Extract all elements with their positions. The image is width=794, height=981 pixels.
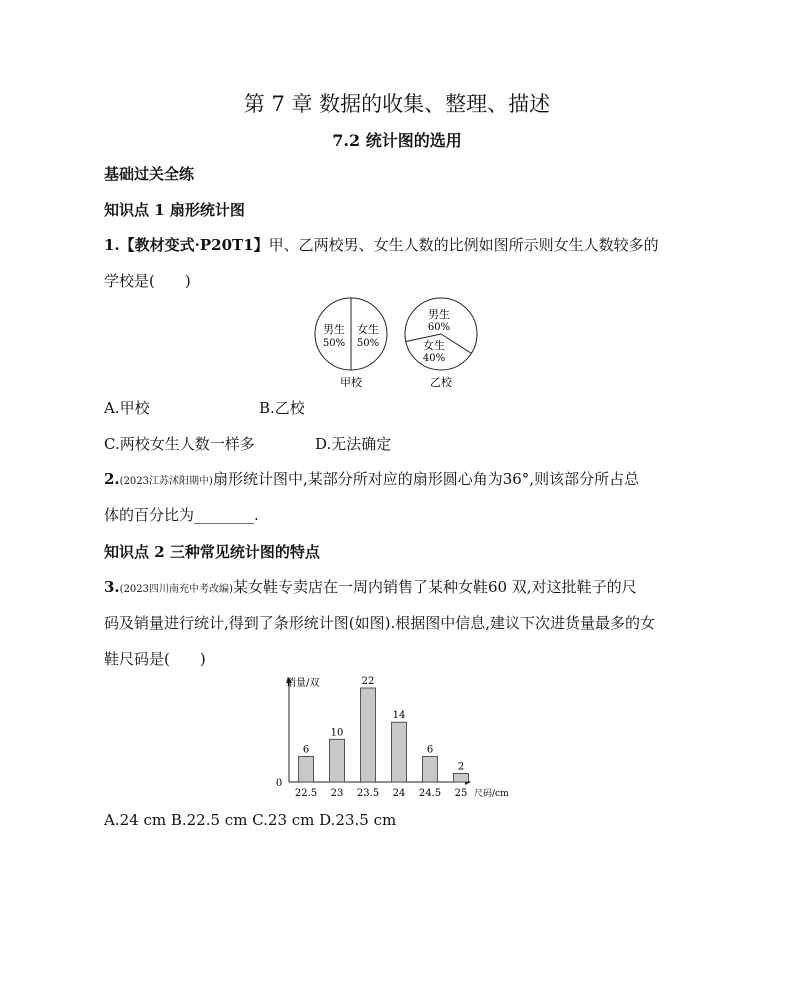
question-3-line-1 bbox=[104, 577, 637, 600]
x-tick-label-25: 25 bbox=[454, 788, 468, 799]
pie-yi-male-pct: 60% bbox=[427, 322, 451, 333]
y-axis-label: 销量/双 bbox=[286, 678, 320, 689]
question-2-text: 扇形统计图中,某部分所对应的扇形圆心角为36°,则该部分所占总 bbox=[212, 470, 640, 488]
question-1-option-b: B.乙校 bbox=[259, 399, 305, 417]
question-1-line-2: 学校是( ) bbox=[104, 272, 191, 290]
bar-24 bbox=[392, 722, 407, 782]
x-tick-label-22.5: 22.5 bbox=[294, 788, 318, 799]
question-1-option-c: C.两校女生人数一样多 bbox=[104, 435, 255, 453]
section-title: 7.2 统计图的选用 bbox=[332, 131, 462, 150]
question-1-option-d: D.无法确定 bbox=[315, 435, 392, 453]
origin-label: 0 bbox=[275, 778, 283, 789]
pie-jia-male-label: 男生 bbox=[323, 323, 345, 336]
pie-yi bbox=[405, 298, 477, 389]
bar-chart bbox=[270, 672, 525, 804]
pie-jia-female-label: 女生 bbox=[357, 323, 379, 336]
bar-value-label-25: 2 bbox=[457, 761, 465, 773]
question-3-options: A.24 cm B.22.5 cm C.23 cm D.23.5 cm bbox=[104, 811, 397, 829]
pie-jia bbox=[315, 298, 387, 389]
x-tick-label-23: 23 bbox=[330, 788, 344, 799]
bar-22.5 bbox=[299, 756, 314, 782]
question-2-source: (2023江苏沭阳期中) bbox=[119, 476, 213, 487]
question-1-option-a: A.甲校 bbox=[104, 399, 150, 417]
pie-yi-female-pct: 40% bbox=[422, 353, 446, 364]
x-tick-label-23.5: 23.5 bbox=[356, 788, 380, 799]
question-2-line-1 bbox=[104, 469, 639, 492]
x-tick-label-24.5: 24.5 bbox=[418, 788, 442, 799]
question-1-line-1 bbox=[104, 235, 659, 255]
chapter-title: 第 7 章 数据的收集、整理、描述 bbox=[243, 92, 551, 116]
pie-yi-caption: 乙校 bbox=[430, 376, 452, 389]
question-2-line-2: 体的百分比为________. bbox=[104, 506, 259, 524]
bar-value-label-22.5: 6 bbox=[302, 744, 310, 756]
question-3-text: 某女鞋专卖店在一周内销售了某种女鞋60 双,对这批鞋子的尺 bbox=[232, 578, 637, 596]
pie-charts-figure bbox=[300, 296, 500, 392]
question-3-line-2: 码及销量进行统计,得到了条形统计图(如图).根据图中信息,建议下次进货量最多的女 bbox=[104, 614, 656, 632]
question-1-tag: 【教材变式·P20T1】 bbox=[119, 236, 269, 254]
bar-value-label-24.5: 6 bbox=[426, 744, 434, 756]
x-tick-label-24: 24 bbox=[392, 788, 406, 799]
bar-value-label-23: 10 bbox=[330, 727, 344, 739]
pie-yi-divider-right bbox=[441, 334, 471, 353]
bar-25 bbox=[454, 773, 469, 782]
bar-24.5 bbox=[423, 756, 438, 782]
bars-layer bbox=[295, 676, 469, 799]
bar-23 bbox=[330, 739, 345, 782]
pie-yi-male-label: 男生 bbox=[428, 308, 450, 321]
x-axis-label: 尺码/cm bbox=[474, 789, 509, 799]
bar-value-label-24: 14 bbox=[392, 710, 406, 722]
pie-jia-male-pct: 50% bbox=[322, 338, 346, 349]
question-2-number: 2. bbox=[104, 470, 120, 488]
bar-23.5 bbox=[361, 688, 376, 782]
pie-jia-female-pct: 50% bbox=[356, 338, 380, 349]
knowledge-point-1: 知识点 1 扇形统计图 bbox=[104, 201, 245, 219]
question-3-source: (2023四川南充中考改编) bbox=[119, 584, 233, 595]
pie-jia-caption: 甲校 bbox=[340, 376, 362, 389]
question-3-line-3: 鞋尺码是( ) bbox=[104, 650, 206, 668]
question-3-number: 3. bbox=[104, 578, 120, 596]
practice-label: 基础过关全练 bbox=[104, 165, 195, 183]
knowledge-point-2: 知识点 2 三种常见统计图的特点 bbox=[104, 543, 320, 561]
bar-value-label-23.5: 22 bbox=[361, 676, 375, 687]
question-1-text: 甲、乙两校男、女生人数的比例如图所示则女生人数较多的 bbox=[268, 236, 659, 254]
question-1-number: 1. bbox=[104, 236, 120, 254]
pie-yi-female-label: 女生 bbox=[423, 339, 445, 352]
